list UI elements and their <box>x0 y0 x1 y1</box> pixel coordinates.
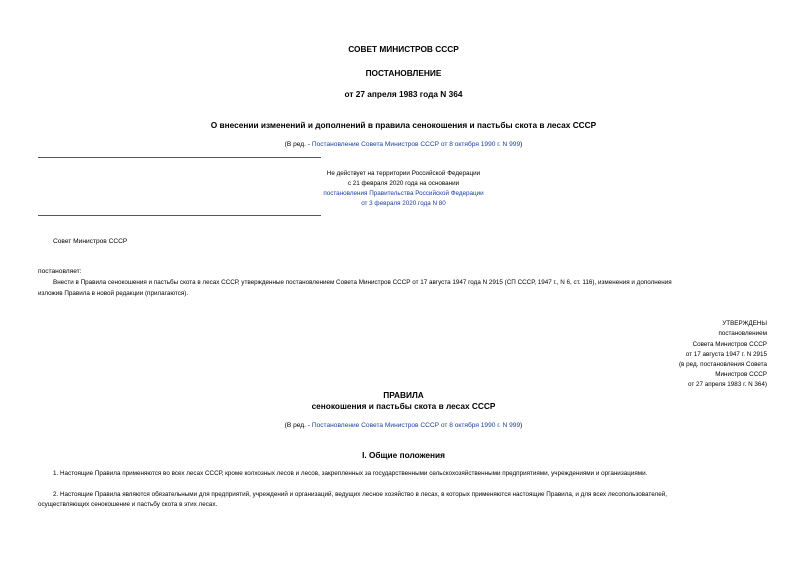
rules-title: ПРАВИЛА <box>383 390 424 400</box>
document-title: О внесении изменений и дополнений в правила сенокошения и пастьбы скота в лесах СССР <box>210 120 597 130</box>
section-title: I. Общие положения <box>362 450 445 460</box>
divider-top <box>38 157 321 158</box>
validity-line-2: с 21 февраля 2020 года на основании <box>347 180 460 187</box>
approval-line-5: (в ред. постановления Совета <box>678 361 767 368</box>
issuer-text: Совет Министров СССР <box>53 238 128 245</box>
date-number-heading: от 27 апреля 1983 года N 364 <box>344 89 463 99</box>
rules-edition-note <box>0 422 807 429</box>
rules-item-2-line-2: осуществляющих сенокошение и пастьбу скота в этих лесах. <box>38 501 218 508</box>
approval-line-2: постановлением <box>718 330 767 337</box>
resolves-text: постановляет: <box>38 268 82 275</box>
paragraph-line-2: изложив Правила в новой редакции (прилагаются). <box>38 290 189 297</box>
approval-line-4: от 17 августа 1947 г. N 2915 <box>685 351 767 358</box>
validity-link-2[interactable]: от 3 февраля 2020 года N 80 <box>361 200 446 207</box>
divider-bottom <box>38 215 321 216</box>
rules-edition-link[interactable]: Постановление Совета Министров СССР от 8 октября 1990 г. N 999 <box>311 422 521 429</box>
edition-note-link[interactable]: Постановление Совета Министров СССР от 8 октября 1990 г. N 999 <box>311 141 521 148</box>
council-heading: СОВЕТ МИНИСТРОВ СССР <box>348 44 459 54</box>
edition-note <box>0 141 807 148</box>
approval-line-1: УТВЕРЖДЕНЫ <box>722 320 767 327</box>
rules-item-2-line-1: 2. Настоящие Правила являются обязательными для предприятий, учреждений и организаций, ведущих лесное хозяйство в лесах, в которых применяются настоящие Правила, и для всех лесопользователей, <box>53 491 667 498</box>
validity-line-1: Не действует на территории Российской Федерации <box>326 170 481 177</box>
validity-link-1[interactable]: постановления Правительства Российской Федерации <box>323 190 484 197</box>
doc-type-heading: ПОСТАНОВЛЕНИЕ <box>365 68 442 78</box>
rules-subtitle: сенокошения и пастьбы скота в лесах СССР <box>311 401 496 411</box>
paragraph-line-1: Внести в Правила сенокошения и пастьбы скота в лесах СССР, утвержденные постановлением Совета Министров СССР от 17 августа 1947 года N 2915 (СП СССР, 1947 г., N 6, ст. 116), изменения и дополнения <box>53 279 672 286</box>
edition-note-prefix: (В ред. - <box>284 141 312 148</box>
edition-note-suffix: ) <box>520 141 523 148</box>
rules-edition-suffix: ) <box>520 422 523 429</box>
approval-line-6: Министров СССР <box>715 371 767 378</box>
approval-line-7: от 27 апреля 1983 г. N 364) <box>688 381 767 388</box>
rules-edition-prefix: (В ред. - <box>284 422 312 429</box>
rules-item-1: 1. Настоящие Правила применяются во всех лесах СССР, кроме колхозных лесов и лесов, закрепленных за государственными сельскохозяйственными предприятиями, учреждениями и организациями. <box>53 470 648 477</box>
approval-line-3: Совета Министров СССР <box>692 341 767 348</box>
